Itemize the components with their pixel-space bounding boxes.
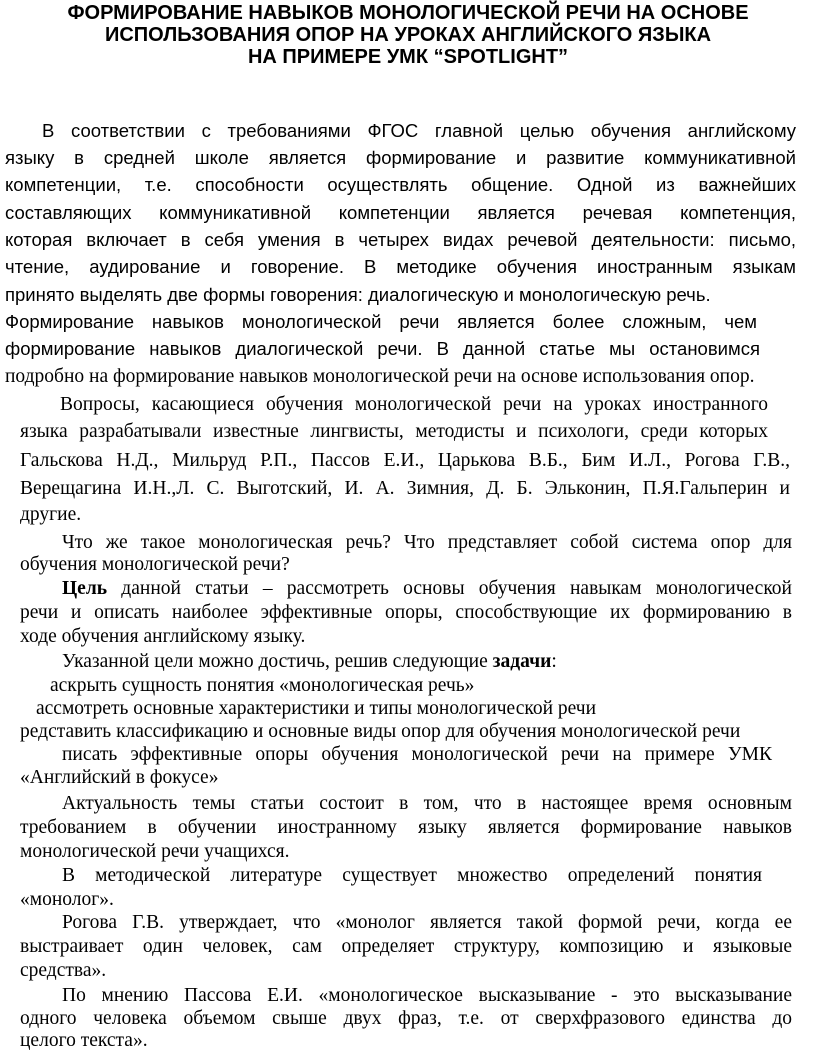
title-line-2: ИСПОЛЬЗОВАНИЯ ОПОР НА УРОКАХ АНГЛИЙСКОГО ЯЗЫКА	[104, 24, 712, 46]
paragraph-1-line: Формирование навыков монологической речи является более сложным, чем	[5, 311, 757, 332]
task-item: писать эффективные опоры обучения монологической речи на примере УМК	[62, 744, 772, 765]
task-item: «Английский в фокусе»	[20, 767, 219, 788]
paragraph-1-line: чтение, аудирование и говорение. В методике обучения иностранным языкам	[5, 256, 796, 277]
paragraph-8-line: средства».	[20, 960, 107, 981]
goal-label: Цель	[62, 578, 108, 599]
paragraph-8-line: выстраивает один человек, сам определяет структуру, композицию и языковые	[20, 936, 792, 957]
paragraph-2-line: другие.	[20, 504, 82, 525]
paragraph-6-line: требованием в обучении иностранному языку является формирование навыков	[20, 817, 792, 838]
paragraph-3-line: обучения монологической речи?	[20, 554, 290, 575]
paragraph-5-line: Указанной цели можно достичь, решив следующие задачи:	[62, 651, 557, 672]
task-item: ассмотреть основные характеристики и типы монологической речи	[36, 698, 597, 719]
paragraph-6-line: монологической речи учащихся.	[20, 841, 290, 862]
paragraph-2-line: Верещагина И.Н.,Л. С. Выготский, И. А. Зимния, Д. Б. Эльконин, П.Я.Гальперин и	[20, 478, 790, 499]
paragraph-2-line: Вопросы, касающиеся обучения монологической речи на уроках иностранного	[60, 394, 768, 415]
paragraph-4-line: речи и описать наиболее эффективные опоры, способствующие их формированию в	[20, 602, 792, 623]
paragraph-6-line: Актуальность темы статьи состоит в том, что в настоящее время основным	[62, 793, 792, 814]
paragraph-3-line: Что же такое монологическая речь? Что представляет собой система опор для	[62, 532, 792, 553]
paragraph-7-line: В методической литературе существует множество определений понятия	[62, 865, 762, 886]
paragraph-4-line: Цель данной статьи – рассмотреть основы обучения навыкам монологической	[62, 578, 792, 599]
paragraph-1-line: которая включает в себя умения в четырех видах речевой деятельности: письмо,	[5, 229, 796, 250]
paragraph-1-line: составляющих коммуникативной компетенции является речевая компетенция,	[5, 202, 796, 223]
paragraph-1-line: языку в средней школе является формирование и развитие коммуникативной	[5, 147, 796, 168]
paragraph-7-line: «монолог».	[20, 889, 114, 910]
task-item: аскрыть сущность понятия «монологическая речь»	[50, 675, 475, 696]
tasks-label: задачи	[492, 651, 552, 672]
paragraph-9-line: По мнению Пассова Е.И. «монологическое высказывание - это высказывание	[62, 985, 792, 1006]
title-line-3: НА ПРИМЕРЕ УМК “SPOTLIGHT”	[247, 46, 569, 68]
paragraph-8-line: Рогова Г.В. утверждает, что «монолог является такой формой речи, когда ее	[62, 912, 792, 933]
paragraph-9-line: целого текста».	[20, 1030, 148, 1051]
paragraph-2-line: Гальскова Н.Д., Мильруд Р.П., Пассов Е.И., Царькова В.Б., Бим И.Л., Рогова Г.В.,	[20, 450, 790, 471]
paragraph-4-line: ходе обучения английскому языку.	[20, 626, 306, 647]
paragraph-1-line: компетенции, т.е. способности осуществлять общение. Одной из важнейших	[5, 174, 796, 195]
title-line-1: ФОРМИРОВАНИЕ НАВЫКОВ МОНОЛОГИЧЕСКОЙ РЕЧИ НА ОСНОВЕ	[67, 2, 749, 24]
paragraph-1-line: В соответствии с требованиями ФГОС главной целью обучения английскому	[42, 120, 796, 141]
paragraph-2-line: языка разрабатывали известные лингвисты, методисты и психологи, среди которых	[20, 421, 768, 442]
paragraph-1-line: подробно на формирование навыков монологической речи на основе использования опор.	[5, 366, 755, 387]
paragraph-1-line: формирование навыков диалогической речи. В данной статье мы остановимся	[5, 338, 760, 359]
paragraph-1-line: принято выделять две формы говорения: диалогическую и монологическую речь.	[5, 284, 711, 305]
paragraph-9-line: одного человека объемом свыше двух фраз, т.е. от сверхфразового единства до	[20, 1008, 792, 1029]
task-item: редставить классификацию и основные виды опор для обучения монологической речи	[20, 721, 741, 742]
